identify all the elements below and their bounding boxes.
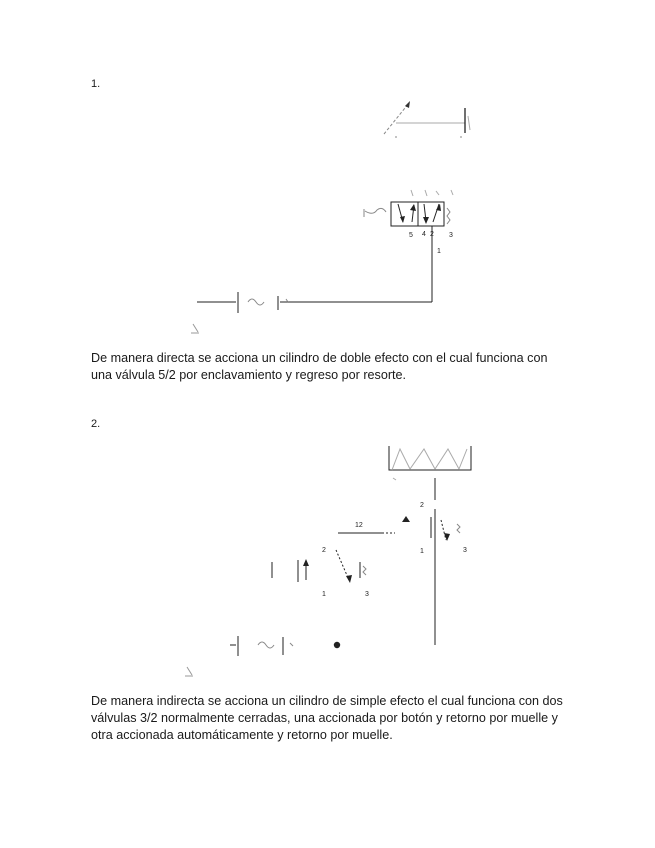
push-button-valve bbox=[191, 292, 432, 333]
section-1-number: 1. bbox=[91, 78, 101, 90]
valve-a-port-2: 2 bbox=[420, 502, 424, 509]
double-acting-cylinder bbox=[384, 101, 470, 138]
valve-b-port-3: 3 bbox=[365, 591, 369, 598]
port-label-4: 4 bbox=[422, 231, 426, 238]
port-label-2: 2 bbox=[430, 231, 434, 238]
diagram-2-indirect-single-acting bbox=[185, 446, 471, 676]
section-2-description: De manera indirecta se acciona un cilindro de simple efecto el cual funciona con dos válvulas 3/2 normalmente cerradas, una accionada por botón y retorno por muelle y otra accionada automáticamente y retorno por muelle. bbox=[91, 694, 563, 742]
valve-a-port-1: 1 bbox=[420, 548, 424, 555]
port-label-3: 3 bbox=[449, 232, 453, 239]
section-2-number: 2. bbox=[91, 418, 101, 430]
push-button-valve-2 bbox=[185, 636, 293, 676]
port-label-5: 5 bbox=[409, 232, 413, 239]
port-label-1: 1 bbox=[437, 248, 441, 255]
section-1-description: De manera directa se acciona un cilindro de doble efecto con el cual funciona con una válvula 5/2 por enclavamiento y regreso por resorte. bbox=[91, 351, 548, 382]
valve-3-2-automatic bbox=[272, 550, 366, 583]
pilot-label-12: 12 bbox=[355, 522, 363, 529]
valve-b-port-1: 1 bbox=[322, 591, 326, 598]
valve-3-2-pilot bbox=[338, 478, 460, 645]
valve-a-port-3: 3 bbox=[463, 547, 467, 554]
diagram-1-direct-double-acting bbox=[191, 101, 470, 333]
valve-5-2 bbox=[364, 190, 453, 302]
junction-dot bbox=[334, 642, 340, 648]
valve-b-port-2: 2 bbox=[322, 547, 326, 554]
single-acting-cylinder bbox=[389, 446, 471, 480]
